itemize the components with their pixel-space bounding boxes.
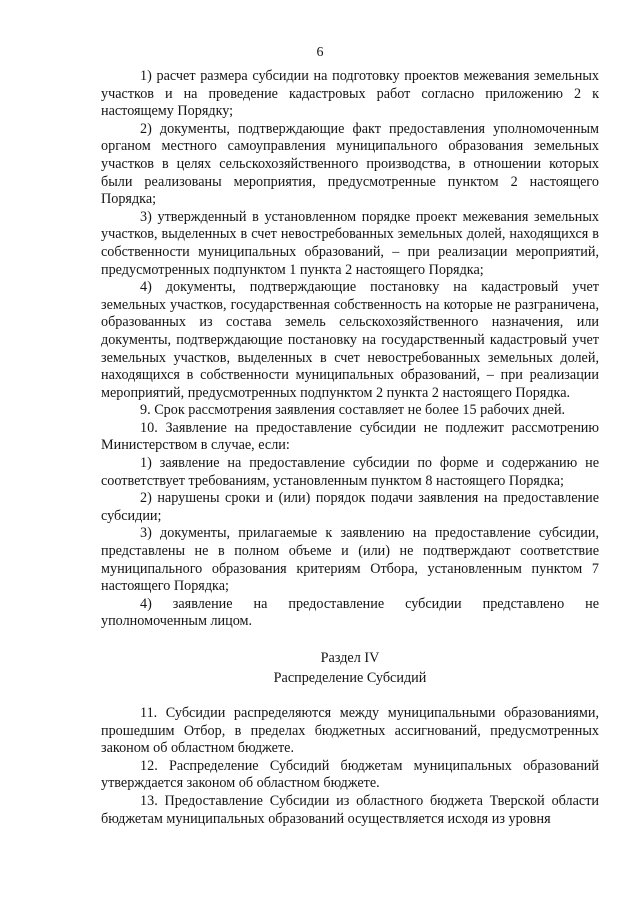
paragraph: 3) документы, прилагаемые к заявлению на предоставление субсидии, представлены не в полном объеме и (или) не подтверждают соответствие муниципального образования критериям Отбора, установленным пунктом 7 настоящего Порядка; [101, 525, 599, 595]
section-heading [101, 648, 599, 688]
paragraph: 4) документы, подтверждающие постановку на кадастровый учет земельных участков, государственная собственность на которые не разграничена, образованных из состава земель сельскохозяйственного назначения, или документы, подтверждающие постановку на государственный кадастровый учет земельных участков, выделенных в счет невостребованных земельных долей, находящихся в собственности муниципальных образований, – при реализации мероприятий, предусмотренных подпунктом 2 пункта 2 настоящего Порядка. [101, 279, 599, 401]
document-body [101, 68, 599, 828]
paragraph: 10. Заявление на предоставление субсидии не подлежит рассмотрению Министерством в случае, если: [101, 419, 599, 454]
paragraph: 13. Предоставление Субсидии из областного бюджета Тверской области бюджетам муниципальных образований осуществляется исходя из уровня [101, 792, 599, 827]
page-number: 6 [316, 45, 324, 60]
paragraph: 12. Распределение Субсидий бюджетам муниципальных образований утверждается законом об областном бюджете. [101, 757, 599, 792]
paragraph: 9. Срок рассмотрения заявления составляет не более 15 рабочих дней. [140, 402, 566, 419]
paragraph: 4) заявление на предоставление субсидии представлено не уполномоченным лицом. [101, 595, 599, 630]
paragraph: 1) заявление на предоставление субсидии по форме и содержанию не соответствует требованиям, установленным пунктом 8 настоящего Порядка; [101, 455, 599, 489]
paragraph: 3) утвержденный в установленном порядке проект межевания земельных участков, выделенных в счет невостребованных земельных долей, находящихся в собственности муниципальных образований, – при реализации мероприятий, предусмотренных подпунктом 1 пункта 2 настоящего Порядка; [101, 208, 599, 278]
paragraph: 2) документы, подтверждающие факт предоставления уполномоченным органом местного самоуправления муниципального образования земельных участков в целях сельскохозяйственного производства, в отношении которых были реализованы мероприятия, предусмотренные пунктом 2 настоящего Порядка; [101, 120, 599, 208]
paragraph: 1) расчет размера субсидии на подготовку проектов межевания земельных участков и на проведение кадастровых работ согласно приложению 2 к настоящему Порядку; [101, 68, 599, 120]
paragraph: 2) нарушены сроки и (или) порядок подачи заявления на предоставление субсидии; [101, 490, 599, 524]
section-number: Раздел IV [320, 650, 380, 666]
paragraph: 11. Субсидии распределяются между муниципальными образованиями, прошедшим Отбор, в пределах бюджетных ассигнований, предусмотренных законом об областном бюджете. [101, 705, 599, 757]
section-title: Распределение Субсидий [273, 670, 427, 686]
